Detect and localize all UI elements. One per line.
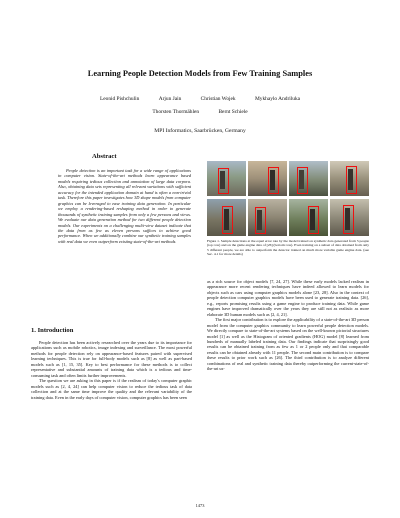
page-number: 1473 (195, 503, 205, 508)
detection-photo-top-4 (330, 161, 369, 196)
author-name: Thorsten Thormählen (152, 109, 200, 115)
author-name: Leonid Pishchulin (99, 96, 140, 102)
author-list-row-1 (0, 96, 400, 102)
abstract-heading: Abstract (92, 153, 117, 160)
detection-photo-top-1 (207, 161, 246, 196)
author-name: Christian Wojek (200, 96, 236, 102)
detection-photo-top-2 (248, 161, 287, 196)
detection-photo-bottom-1 (207, 199, 246, 236)
author-name: Bernt Schiele (218, 109, 248, 115)
detection-photo-bottom-4 (330, 199, 369, 236)
right-column-body (207, 279, 369, 372)
right-paragraph-2: The first major contribution is to explore the applicability of a state-of-the-art 3D person model from the computer graphics community to learn powerful people detection models. We directly compare to state-of-the-art systems based on the well-known pictorial structures model [1] as well as the Histogram of oriented gradients (HOG) model [8] learned from hundreds of manually labeled training data. Our findings indicate that surprisingly good results can be obtained training from as few as 1 or 2 people only and that comparable results can be obtained already with 11 people. The second main contribution is to compare these results to prior work such as [26]. The third contribution is to analyze different combinations of real and synthetic training data thereby outperforming the current-state-of-the-art us- (207, 317, 369, 372)
intro-paragraph-1: People detection has been actively researched over the years due to its importance for applications such as mobile robotics, image indexing and surveillance. The most powerful methods for people detection rely on appearance-based features paired with supervised learning techniques. This is true for full-body models such as [8] as well as part-based models such as [1, 15, 35]. Key to best performance for these methods is to collect representative and substantial amounts of training data which is a tedious and time-consuming task and often limits further improvements. (31, 340, 192, 378)
intro-paragraph-2: The question we are asking in this paper is if the realism of today's computer graphic models such as [2, 4, 24] can help computer vision to reduce the tedious task of data collection and at the same time improve the quality and the relevant variability of the training data. Even in the early days of computer vision, computer graphics has been seen (31, 378, 192, 400)
figure-1-caption: Figure 1. Sample detections at the equal error rate by the model trained on synthetic data generated from 5 people (top row) and on the game engine data of [26] (bottom row). Even training on a subset of data obtained from only 5 different people, we are able to outperform the detector trained on much more variable game engine data. (see Sec. 4.1 for more details) (207, 239, 369, 257)
abstract-body (58, 168, 191, 244)
abstract-paragraph: People detection is an important task for a wide range of applications in computer vision. State-of-the-art methods learn appearance based models requiring tedious collection and annotation of large data corpora. Also, obtaining data sets representing all relevant variations with sufficient accuracy for the intended application domain at hand is often a non-trivial task. Therefore this paper investigates how 3D shape models from computer graphics can be leveraged to ease training data generation. In particular we employ a rendering-based reshaping method in order to generate thousands of synthetic training samples from only a few persons and views. We evaluate our data generation method for two different people detection models. Our experiments on a challenging multi-view dataset indicate that the data from as few as eleven persons suffices to achieve good performance. When we additionally combine our synthetic training samples with real data we even outperform existing state-of-the-art methods. (58, 168, 191, 244)
author-name: Mykhaylo Andriluka (254, 96, 301, 102)
detection-photo-bottom-3 (289, 199, 328, 236)
introduction-heading: 1. Introduction (31, 327, 74, 334)
detection-photo-top-3 (289, 161, 328, 196)
right-paragraph-1: as a rich source for object models [7, 24, 27]. While these early models lacked realism in appearance more recent rendering techniques have indeed allowed to learn models for objects such as cars using computer graphics models alone [23, 28]. Also in the context of people detection computer graphics models have been used to generate training data. [26], e.g., reports promising results using a game engine to produce training data. While game engines have improved dramatically over the years they are still not as realistic as more elaborate 3D human models such as [2, 4, 21]. (207, 279, 369, 317)
figure-1-image-grid (207, 161, 369, 236)
paper-title: Learning People Detection Models from Few Training Samples (87, 69, 313, 78)
author-name: Arjun Jain (158, 96, 182, 102)
detection-photo-bottom-2 (248, 199, 287, 236)
author-list-row-2 (0, 109, 400, 115)
affiliation: MPI Informatics, Saarbrücken, Germany (154, 128, 246, 134)
introduction-body (31, 340, 192, 400)
